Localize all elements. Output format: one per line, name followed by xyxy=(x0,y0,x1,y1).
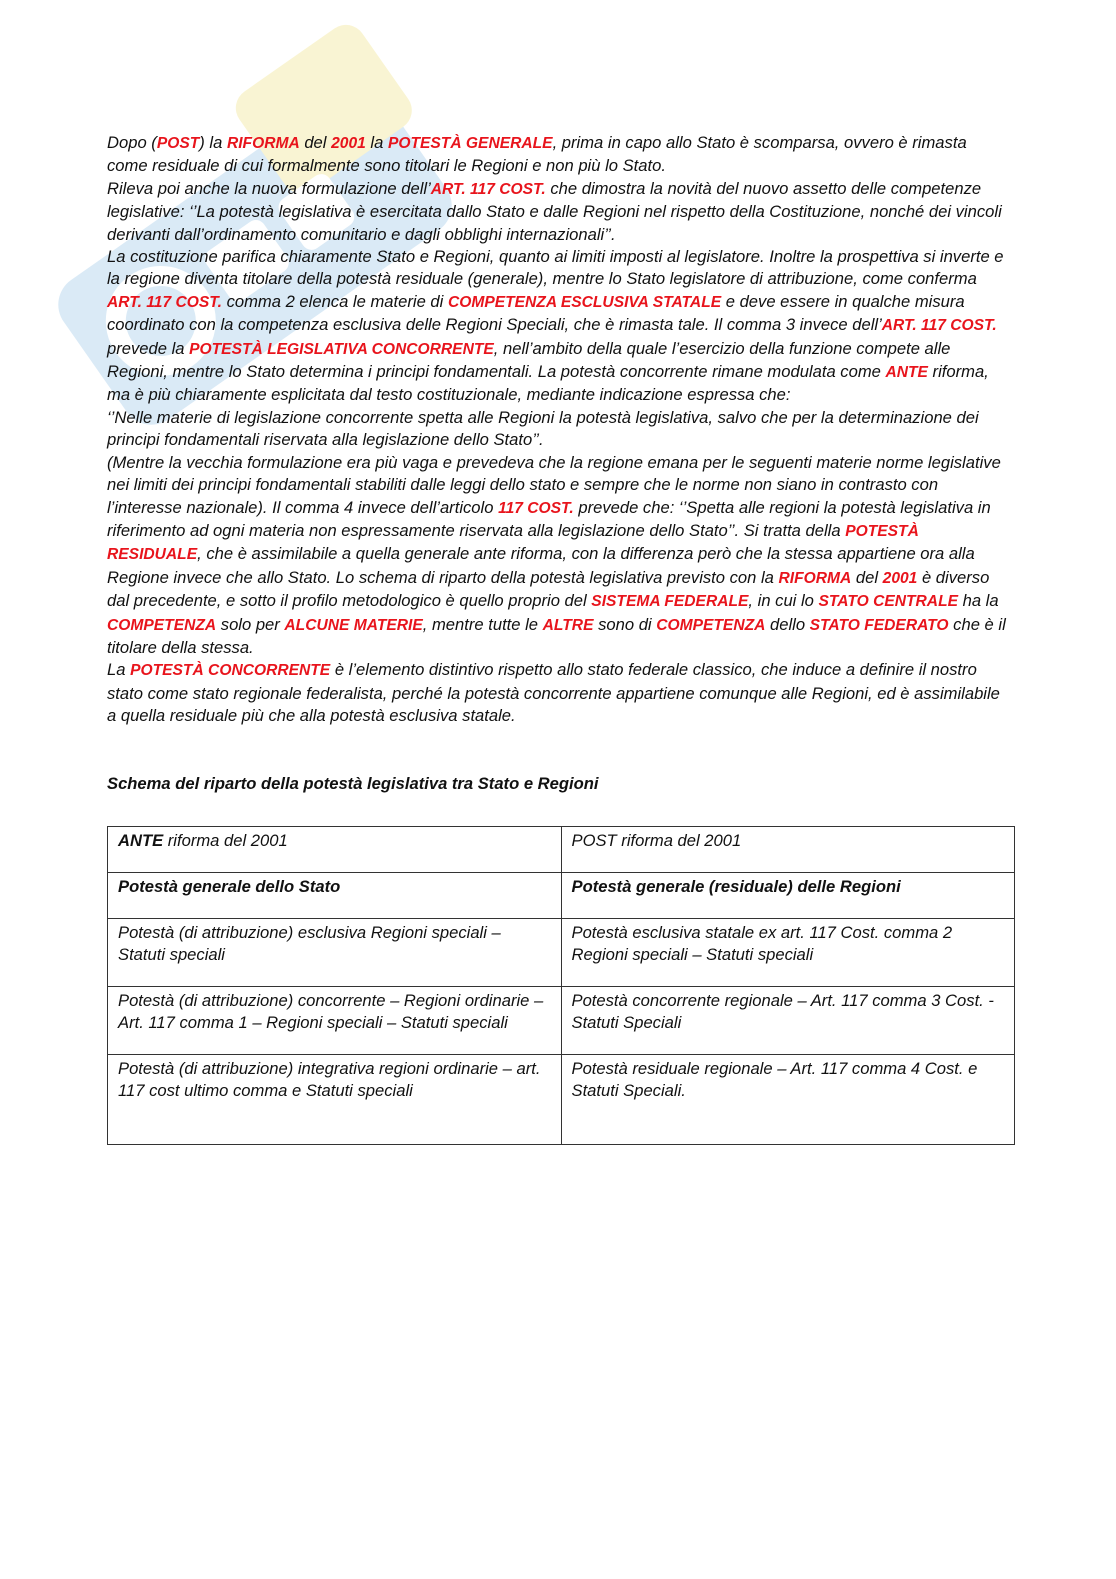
text-run: Rileva poi anche la nuova formulazione dell’ xyxy=(107,178,431,198)
highlight-term: ALCUNE MATERIE xyxy=(284,616,423,634)
highlight-term: 117 COST. xyxy=(498,499,574,517)
highlight-term: POST xyxy=(156,135,200,152)
text-run: che è il titolare della stessa. xyxy=(107,614,1006,657)
text-run: è diverso dal precedente, e sotto il profilo metodologico è quello proprio del xyxy=(107,567,990,611)
highlight-term: COMPETENZA xyxy=(656,616,766,634)
highlight-term: 2001 xyxy=(331,135,366,152)
text-run: , prima in capo allo Stato è scomparsa, ovvero è rimasta come residuale di cui formalmente sono titolari le Regioni e non più lo Stato. xyxy=(107,133,967,176)
table-row xyxy=(108,919,1015,987)
text-run: sono di xyxy=(593,614,657,634)
table-row xyxy=(108,873,1015,919)
text-run: Dopo ( xyxy=(107,133,157,152)
highlight-term: ART. 117 COST. xyxy=(107,293,222,311)
text-run: e deve essere in qualche misura coordinato con la competenza esclusiva delle Regioni Speciali, che è rimasta tale. Il comma 3 invece dell’ xyxy=(107,291,965,335)
table-cell: Potestà (di attribuzione) integrativa regioni ordinarie – art. 117 cost ultimo comma e Statuti speciali xyxy=(108,1055,562,1145)
highlight-term: STATO CENTRALE xyxy=(818,593,958,611)
highlight-term: STATO FEDERATO xyxy=(809,616,949,634)
table-cell: Potestà residuale regionale – Art. 117 comma 4 Cost. e Statuti Speciali. xyxy=(561,1055,1015,1145)
text-run: del xyxy=(299,133,332,152)
text-run: che dimostra la novità del nuovo assetto delle competenze legislative: ‘’La potestà legislativa è esercitata dallo Stato e dalle Regioni nel rispetto della Costituzione, nonché dei vincoli derivanti dall’ordinamento comunitario e dagli obblighi internazionali’’. xyxy=(107,178,1002,244)
text-run: , in cui lo xyxy=(748,591,819,611)
table-cell: Potestà generale dello Stato xyxy=(108,873,562,919)
text-run: ha la xyxy=(958,591,999,611)
text-run: , nell’ambito della quale l’esercizio della funzione compete alle Regioni, mentre lo Stato determina i principi fondamentali. La potestà concorrente rimane modulata come xyxy=(107,338,951,382)
header-ante-cell: ANTE riforma del 2001 xyxy=(108,827,562,873)
table-cell: Potestà generale (residuale) delle Regioni xyxy=(561,873,1015,919)
table-cell: Potestà esclusiva statale ex art. 117 Cost. comma 2 Regioni speciali – Statuti speciali xyxy=(561,919,1015,987)
table-cell: Potestà (di attribuzione) esclusiva Regioni speciali – Statuti speciali xyxy=(108,919,562,987)
table-cell: Potestà concorrente regionale – Art. 117 comma 3 Cost. - Statuti Speciali xyxy=(561,987,1015,1055)
highlight-term: 2001 xyxy=(882,569,918,587)
text-run: , che è assimilabile a quella generale ante riforma, con la differenza però che la stessa appartiene ora alla Regione invece che allo Stato. Lo schema di riparto della potestà legislativa previsto con la xyxy=(107,544,975,587)
text-run: dello xyxy=(765,614,810,634)
text-run: La costituzione parifica chiaramente Stato e Regioni, quanto ai limiti imposti al legislatore. Inoltre la prospettiva si inverte e la regione diventa titolare della potestà residuale (generale), mentre lo Stato legislatore di attribuzione, come conferma xyxy=(107,247,1004,289)
text-run: prevede la xyxy=(107,338,190,358)
text-run: , mentre tutte le xyxy=(422,614,543,634)
highlight-term: COMPETENZA ESCLUSIVA STATALE xyxy=(447,293,722,311)
text-run: ) la xyxy=(199,133,227,152)
highlight-term: POTESTÀ RESIDUALE xyxy=(107,522,919,564)
table-cell: Potestà (di attribuzione) concorrente – Regioni ordinarie – Art. 117 comma 1 – Regioni speciali – Statuti speciali xyxy=(108,987,562,1055)
text-run: (Mentre la vecchia formulazione era più vaga e prevedeva che la regione emana per le seguenti materie norme legislative nei limiti dei principi fondamentali stabiliti dalle leggi dello stato e sempre che le norme non siano in contrasto con l’interesse nazionale). Il comma 4 invece dell’articolo xyxy=(107,452,1001,517)
text-run: del xyxy=(851,567,883,587)
highlight-term: ART. 117 COST. xyxy=(881,317,997,335)
highlight-term: RIFORMA xyxy=(778,569,852,587)
document-page xyxy=(107,132,1007,794)
highlight-term: ALTRE xyxy=(542,616,594,634)
highlight-term: RIFORMA xyxy=(226,135,300,152)
text-run: è l’elemento distintivo rispetto allo stato federale classico, che induce a definire il nostro stato come stato regionale federalista, perché la potestà concorrente appartiene comunque alle Regioni, ed è assimilabile a quella residuale più che alla potestà esclusiva statale. xyxy=(107,660,1000,726)
highlight-term: ANTE xyxy=(885,364,928,382)
highlight-term: COMPETENZA xyxy=(107,616,217,634)
header-post-cell: POST riforma del 2001 xyxy=(561,827,1015,873)
text-run: la xyxy=(365,133,388,152)
highlight-term: POTESTÀ CONCORRENTE xyxy=(130,662,331,680)
table-row xyxy=(108,1055,1015,1145)
table-row xyxy=(108,827,1015,873)
text-run: solo per xyxy=(216,614,285,634)
text-run: riforma, ma è più chiaramente esplicitata dal testo costituzionale, mediante indicazione espressa che: xyxy=(107,362,989,405)
schema-table xyxy=(107,826,1015,1145)
highlight-term: POTESTÀ LEGISLATIVA CONCORRENTE xyxy=(189,340,494,358)
schema-title: Schema del riparto della potestà legislativa tra Stato e Regioni xyxy=(107,773,599,793)
text-run: prevede che: ‘’Spetta alle regioni la potestà legislativa in riferimento ad ogni materia non espressamente riservata alla legislazione dello Stato’’. Si tratta della xyxy=(107,497,991,540)
highlight-term: POTESTÀ GENERALE xyxy=(387,135,553,152)
text-run: La xyxy=(107,660,131,680)
highlight-term: SISTEMA FEDERALE xyxy=(591,593,749,611)
main-paragraph xyxy=(107,132,1007,728)
highlight-term: ART. 117 COST. xyxy=(430,180,546,198)
text-run: comma 2 elenca le materie di xyxy=(221,291,448,311)
table-row xyxy=(108,987,1015,1055)
text-run: ‘’Nelle materie di legislazione concorrente spetta alle Regioni la potestà legislativa, salvo che per la determinazione dei principi fondamentali riservata alla legislazione dello Stato’’. xyxy=(107,407,979,450)
